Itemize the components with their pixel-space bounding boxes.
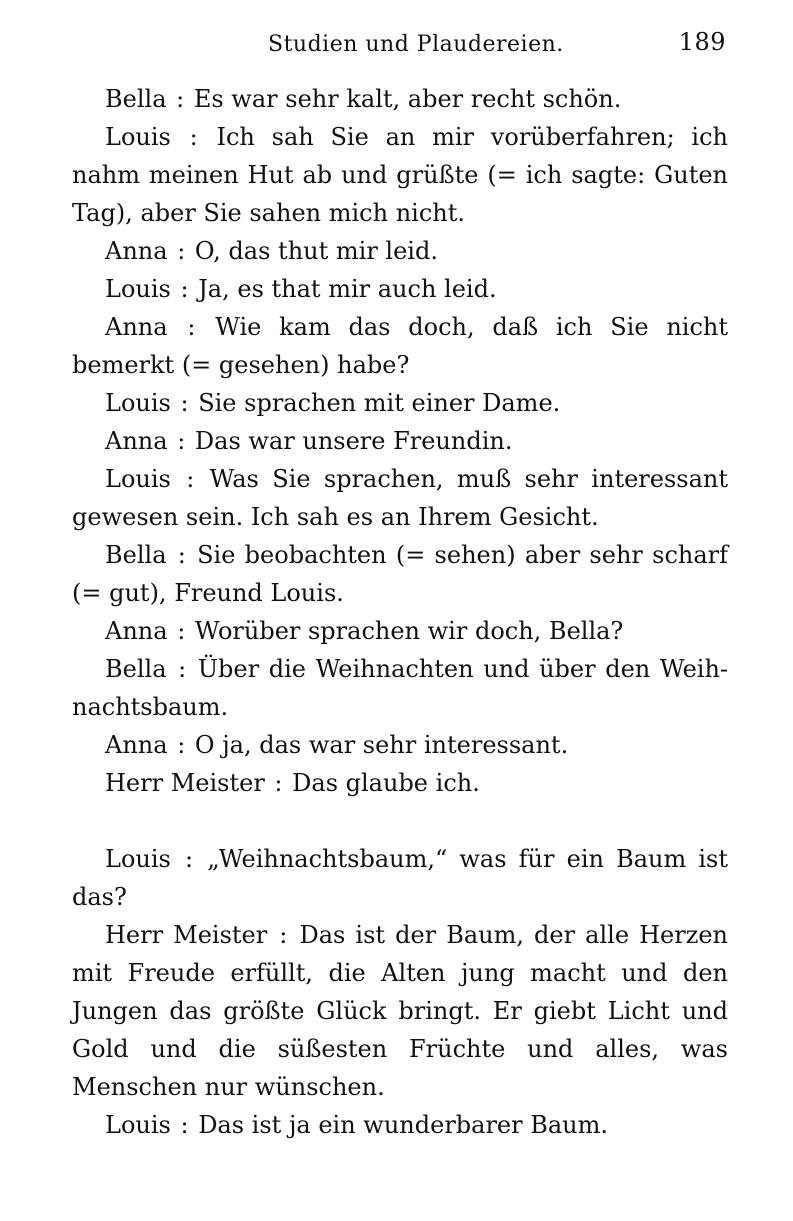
dialogue-line: Herr Meister : Das ist der Baum, der alle Herzen mit Freude erfüllt, die Alten jung macht und den Jungen das größte Glück bringt. Er giebt Licht und Gold und die süßesten Früchte und alles, was Menschen nur wünschen. xyxy=(72,921,728,1101)
speech-text: Worüber sprachen wir doch, Bella? xyxy=(194,617,624,645)
dialogue-line: Anna : O ja, das war sehr interessant. xyxy=(105,731,569,759)
dialogue-line: Louis : Was Sie sprachen, muß sehr interessant gewesen sein. Ich sah es an Ihrem Gesicht. xyxy=(72,465,729,531)
book-page xyxy=(72,28,728,1198)
speech-text: Das ist ja ein wunderbarer Baum. xyxy=(198,1111,609,1139)
dialogue-line: Bella : Sie beobachten (= sehen) aber sehr scharf (= gut), Freund Louis. xyxy=(72,541,729,607)
speech-text: Wie kam das doch, daß ich Sie nicht bemerkt (= gesehen) habe? xyxy=(72,313,729,379)
speaker-name: Bella xyxy=(105,85,167,113)
speech-text: Über die Weihnachten und über den Weihnachtsbaum. xyxy=(72,655,729,721)
dialogue-line: Anna : O, das thut mir leid. xyxy=(105,237,438,265)
dialogue-line: Louis : Sie sprachen mit einer Dame. xyxy=(105,389,561,417)
dialogue-line: Louis : „Weihnachtsbaum,“ was für ein Baum ist das? xyxy=(72,845,729,911)
speaker-name: Anna xyxy=(105,237,168,265)
speaker-name: Louis xyxy=(105,123,171,151)
speaker-name: Herr Meister xyxy=(105,921,268,949)
speech-text: Sie sprachen mit einer Dame. xyxy=(198,389,561,417)
speech-text: O ja, das war sehr interessant. xyxy=(194,731,569,759)
dialogue-line: Louis : Das ist ja ein wunderbarer Baum. xyxy=(105,1111,609,1139)
speaker-name: Louis xyxy=(105,465,171,493)
speaker-name: Herr Meister xyxy=(105,769,265,797)
dialogue-line: Louis : Ich sah Sie an mir vorüberfahren; ich nahm meinen Hut ab und grüßte (= ich sagte: Guten Tag), aber Sie sahen mich nicht. xyxy=(72,123,728,227)
speech-text: Sie beobachten (= sehen) aber sehr scharf (= gut), Freund Louis. xyxy=(72,541,729,607)
speech-text: O, das thut mir leid. xyxy=(194,237,438,265)
speaker-name: Louis xyxy=(105,845,171,873)
speech-text: Ich sah Sie an mir vorüberfahren; ich nahm meinen Hut ab und grüßte (= ich sagte: Guten Tag), aber Sie sahen mich nicht. xyxy=(72,123,728,227)
speaker-name: Louis xyxy=(105,389,171,417)
speaker-name: Anna xyxy=(105,427,168,455)
dialogue-line: Bella : Über die Weihnachten und über den Weihnachtsbaum. xyxy=(72,655,729,721)
speaker-name: Louis xyxy=(105,275,171,303)
speech-text: Es war sehr kalt, aber recht schön. xyxy=(193,85,622,113)
speech-text: Was Sie sprachen, muß sehr interessant gewesen sein. Ich sah es an Ihrem Gesicht. xyxy=(72,465,729,531)
speaker-name: Anna xyxy=(105,617,168,645)
dialogue-line: Herr Meister : Das glaube ich. xyxy=(105,769,480,797)
speaker-name: Bella xyxy=(105,541,167,569)
dialogue-text xyxy=(72,80,728,1144)
speech-text: Das glaube ich. xyxy=(292,769,480,797)
speech-text: Das war unsere Freundin. xyxy=(194,427,513,455)
dialogue-line: Anna : Worüber sprachen wir doch, Bella? xyxy=(105,617,624,645)
speaker-name: Anna xyxy=(105,313,168,341)
dialogue-line: Anna : Das war unsere Freundin. xyxy=(105,427,513,455)
page-number: 189 xyxy=(678,28,726,56)
speaker-name: Anna xyxy=(105,731,168,759)
speech-text: „Weihnachtsbaum,“ was für ein Baum ist das? xyxy=(72,845,729,911)
section-break xyxy=(72,802,728,840)
speaker-name: Bella xyxy=(105,655,167,683)
running-title: Studien und Plaudereien. xyxy=(268,32,564,57)
speaker-name: Louis xyxy=(105,1111,171,1139)
page-header xyxy=(72,28,728,68)
speech-text: Ja, es that mir auch leid. xyxy=(198,275,497,303)
dialogue-line: Louis : Ja, es that mir auch leid. xyxy=(105,275,497,303)
speech-text: Das ist der Baum, der alle Herzen mit Freude erfüllt, die Alten jung macht und den Jungen das größte Glück bringt. Er giebt Licht und Gold und die süßesten Früchte und alles, was Menschen nur wünschen. xyxy=(72,921,728,1101)
dialogue-line: Anna : Wie kam das doch, daß ich Sie nicht bemerkt (= gesehen) habe? xyxy=(72,313,729,379)
dialogue-line: Bella : Es war sehr kalt, aber recht schön. xyxy=(105,85,622,113)
